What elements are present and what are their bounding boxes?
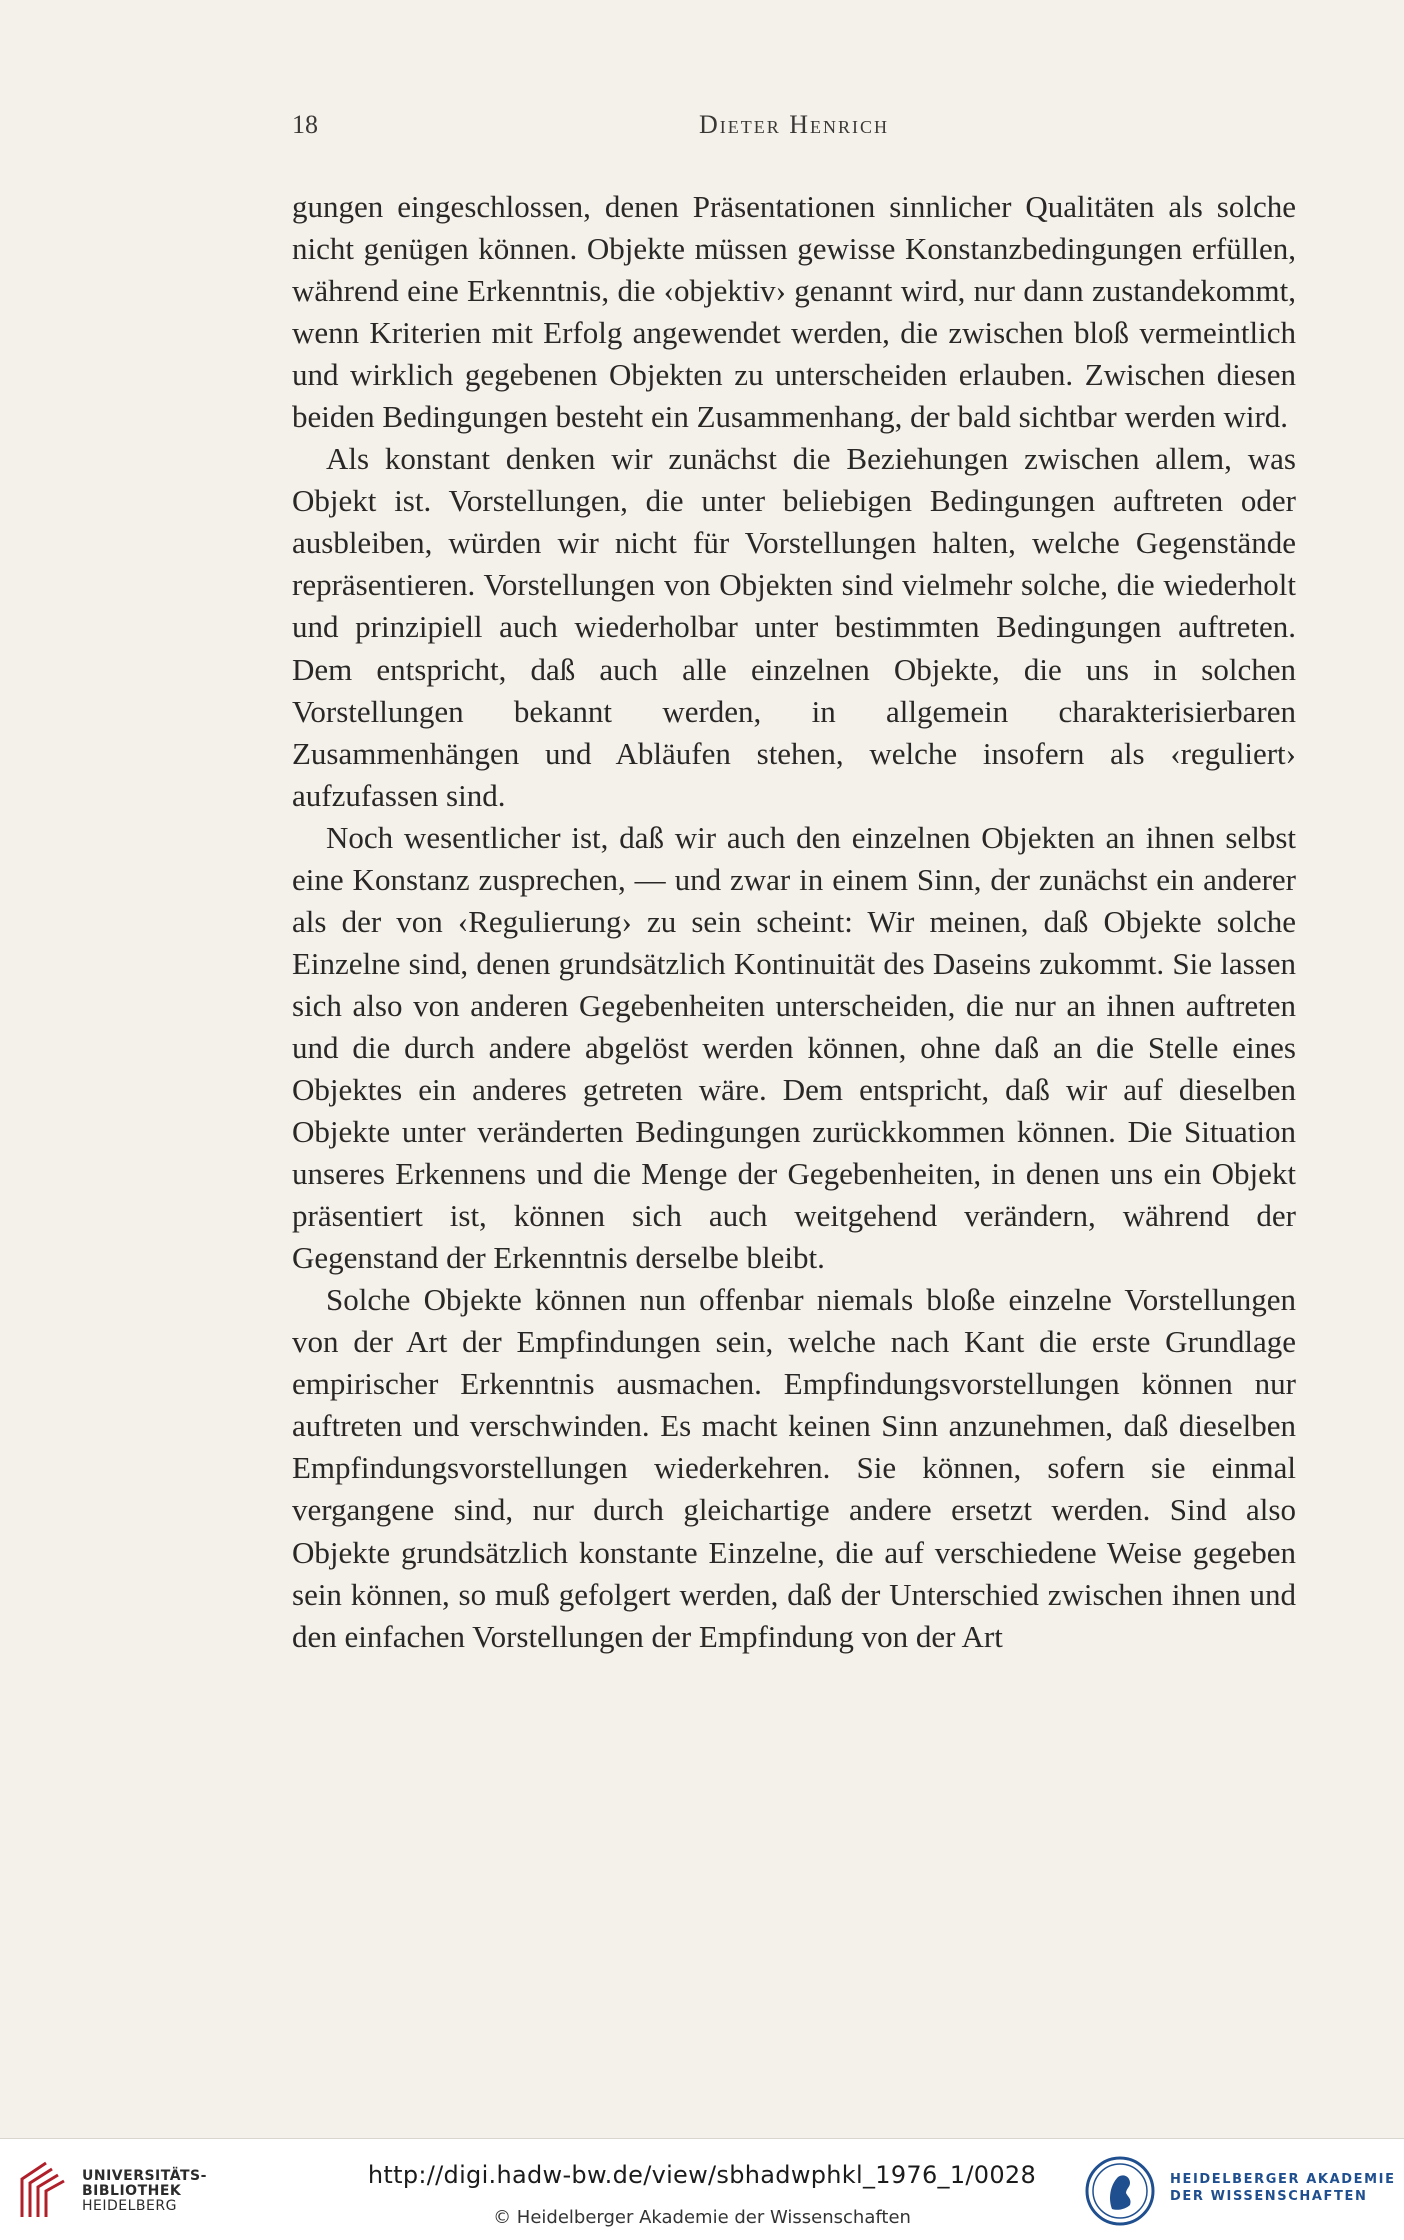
running-head bbox=[292, 110, 1296, 150]
paragraph-1: gungen eingeschlossen, denen Präsentationen sinnlicher Qualitäten als solche nicht genügen können. Objekte müssen gewisse Konstanzbedingungen erfüllen, während eine Erkenntnis, die ‹objektiv› genannt wird, nur dann zustandekommt, wenn Kriterien mit Erfolg angewendet werden, die zwischen bloß vermeintlich und wirklich gegebenen Objekten zu unterscheiden erlauben. Zwischen diesen beiden Bedingungen besteht ein Zusammenhang, der bald sichtbar werden wird. bbox=[292, 189, 1296, 435]
author-name: Dieter Henrich bbox=[698, 110, 890, 139]
university-library-name: UNIVERSITÄTS- BIBLIOTHEK HEIDELBERG bbox=[82, 2168, 207, 2214]
body-text bbox=[292, 186, 1296, 1658]
footer-bar bbox=[0, 2138, 1404, 2240]
document-url-link[interactable]: http://digi.hadw-bw.de/view/sbhadwphkl_1976_1/0028 bbox=[367, 2161, 1037, 2189]
academy-name: HEIDELBERGER AKADEMIE DER WISSENSCHAFTEN bbox=[1170, 2172, 1396, 2204]
paragraph-3: Noch wesentlicher ist, daß wir auch den einzelnen Objekten an ihnen selbst eine Konstanz zusprechen, — und zwar in einem Sinn, der zunächst ein anderer als der von ‹Regulierung› zu sein scheint: Wir meinen, daß Objekte solche Einzelne sind, denen grundsätzlich Kontinuität des Daseins zukommt. Sie lassen sich also von anderen Gegebenheiten unterscheiden, die nur an ihnen auftreten und die durch andere abgelöst werden können, ohne daß an die Stelle eines Objektes ein anderes getreten wäre. Dem entspricht, daß wir auf dieselben Objekte unter veränderten Bedingungen zurückkommen können. Die Situation unseres Erkennens und die Menge der Gegebenheiten, in denen uns ein Objekt präsentiert ist, können sich auch weitgehend verändern, während der Gegenstand der Erkenntnis derselbe bleibt. bbox=[292, 819, 1296, 1276]
page-number: 18 bbox=[292, 110, 318, 139]
paragraph-2: Als konstant denken wir zunächst die Beziehungen zwischen allem, was Objekt ist. Vorstellungen, die unter beliebigen Bedingungen auftreten oder ausbleiben, würden wir nicht für Vorstellungen halten, welche Gegenstände repräsentieren. Vorstellungen von Objekten sind vielmehr solche, die wiederholt und prinzipiell auch wiederholbar unter bestimmten Bedingungen auftreten. Dem entspricht, daß auch alle einzelnen Objekte, die uns in solchen Vorstellungen bekannt werden, in allgemein charakterisierbaren Zusammenhängen und Abläufen stehen, welche insofern als ‹reguliert› aufzufassen sind. bbox=[292, 441, 1296, 813]
copyright-notice: © Heidelberger Akademie der Wissenschaften bbox=[493, 2207, 911, 2228]
paragraph-4: Solche Objekte können nun offenbar niemals bloße einzelne Vorstellungen von der Art der Empfindungen sein, welche nach Kant die erste Grundlage empirischer Erkenntnis ausmachen. Empfindungsvorstellungen können nur auftreten und verschwinden. Es macht keinen Sinn anzunehmen, daß dieselben Empfindungsvorstellungen wiederkehren. Sie können, sofern sie einmal vergangene sind, nur durch gleichartige andere ersetzt werden. Sind also Objekte grundsätzlich konstante Einzelne, die auf verschiedene Weise gegeben sein können, so muß gefolgert werden, daß der Unterschied zwischen ihnen und den einfachen Vorstellungen der Empfindung von der Art bbox=[292, 1282, 1296, 1654]
academy-seal-icon bbox=[1084, 2155, 1156, 2227]
